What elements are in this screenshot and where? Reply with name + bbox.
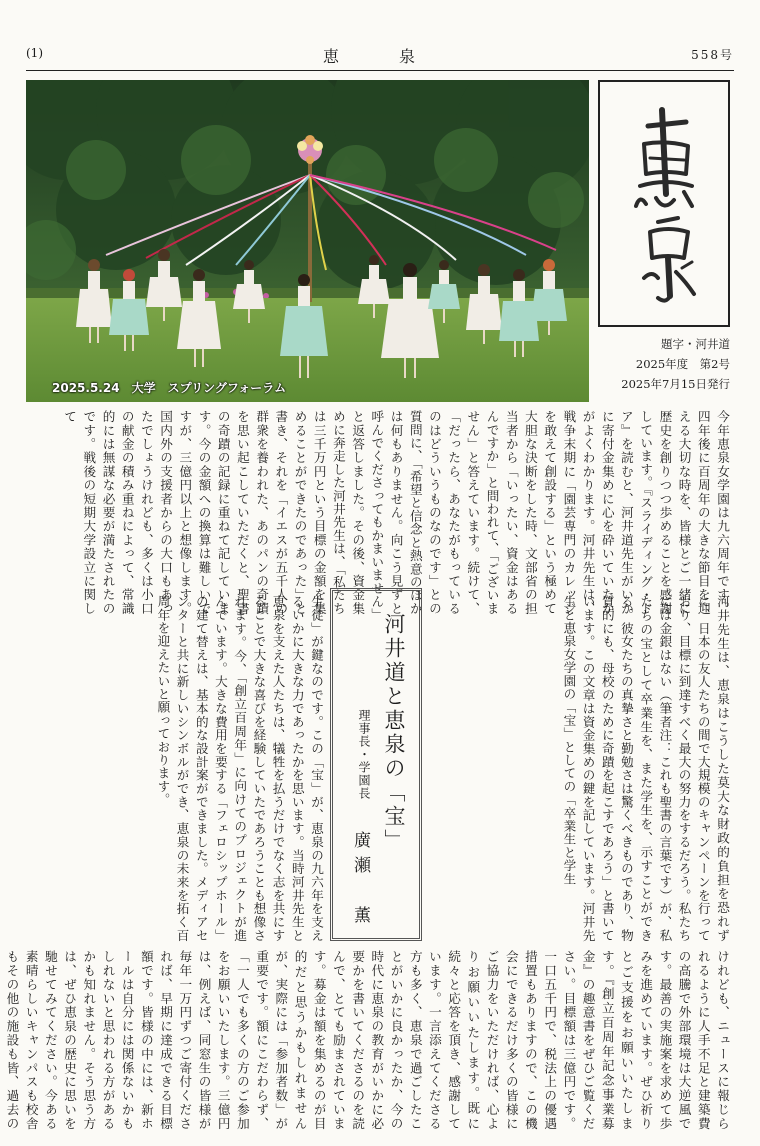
article-column-middle-left: 生徒」が鍵なのです。この「宝」が、恵泉の九六年を支えるいかに大きな力であったかを思います。当時河井先生と恵泉を支えた人たちは、犠牲を払うだけでなく志を共にすることで大きな喜びを経験していたであろうことも想像されます。今、「創立百周年」に向けてのプロジェクトが進んでいます。大きな費用を要する「フェロシップホール」の建て替えは、基本的な設計案ができました。メディアセンターと共に新しいシンボルができ、恵泉の未来を拓く百周年を迎えたいと願っております。 (155, 595, 324, 942)
calligraphy-frame (598, 80, 730, 327)
maypole-photo (26, 80, 589, 402)
issue-number: 558号 (691, 48, 734, 62)
fiscal-year-issue: 2025年度 第2号 (635, 357, 730, 371)
article-title-box (330, 588, 422, 941)
author-role: 理事長・学園長 (357, 709, 371, 800)
article-column-lower: けれども、ニュースに報じられるように人手不足と建築費の高騰で外部環境は大逆風です。最善の実施案を求めて歩みを進めています。ぜひ祈りとご支援をお願いいたします。『創立百周年記念事業募金』の趣意書をぜひご覧ください。目標額は三億円です。一口五千円で、税法上の優遇措置もありますので、この機会にできるだけ多くの皆様にご協力をいただければ、心よりお願いいたします。既に続々と応答を頂き、感謝しています。一言添えてくださる方も多く、恵泉で過ごしたことがいかに良かったか、今の時代に恵泉の教育がいかに必要かを書いてくださるのを読んで、とても励まされています。募金は額を集めるのが目的だと思うかもしれませんが、実際には「参加者数」が重要です。額にこだわらず、「一人でも多くの方のご参加をお願いいたします。三億円は、例えば、同窓生の皆様が毎年一万円ずつご寄付くだされば、早期に達成できる目標額です。皆様の中には、新ホールは自分には関係ないかもしれないと思われる方があるかも知れません。そう思う方は、ぜひ恵泉の歴史に思いを馳せてみてください。今ある素晴らしいキャンパスも校舎もその他の施設も皆、過去の (4, 950, 730, 1130)
photo-caption: 2025.5.24 大学 スプリングフォーラム (52, 381, 287, 395)
header-rule (26, 70, 734, 71)
article-column-middle-right: 河井先生は、恵泉はこうした莫大な財政的負担を恐れずに、日本の友人たちの間で大規模のキャンペーンを行っており、目標に到達すべく最大の努力をするだろう。私たちには金銀はない（筆者注：これも聖書の言葉です）が、私たちの宝として卒業生を、また学生を、示すことができる。彼女たちの真摯さと勤勉さは驚くべきものであり、物質的にも、母校のために奇蹟を起こすであろう」と書いています。この文章は資金集めの鍵を記しています。河井先生と恵泉女学園の「宝」としての「卒業生と学生 (561, 595, 730, 942)
calligraphy-logo (600, 82, 728, 325)
newspaper-title: 恵 泉 (322, 47, 437, 66)
article-title: 河井道と恵泉の「宝」 (382, 613, 406, 853)
page-number: (1) (26, 46, 43, 60)
calligrapher-credit: 題字・河井道 (661, 337, 730, 351)
page-header (26, 44, 734, 66)
article-column-upper: 今年恵泉女学園は九六周年です。四年後に百周年の大きな節目を迎える大切な時を、皆様とご一緒に歴史を創りつつ歩めることを感謝しています。『スライディング・ドア』を読むと、河井道先生がいかに寄付金集めに心を砕いていたかがよくわかります。河井先生は、戦争末期に「園芸専門のカレッジを敢えて創設する」という極めて大胆な決断をした時、文部省の担当者から「いったい、資金はあるんですか」と問われて、「ございません」と答えています。続けて、「だったら、あなたがもっているのはどういうものなのです」との質問に、「希望と信念と熱意のほかは何もありません。向こう見ずと呼んでくださってもかまいません」と返答しました。その後、資金集めに奔走した河井先生は、「私たちは三千万円という目標の金額を集めることができたのであった」と書き、それを「イエスが五千人の群衆を養われた、あのパンの奇蹟を思い起こしていただくと、聖書の奇蹟の記録に重ねて記しています。今の金額への換算は難しいですが、三億円以上と想像します。国内外の支援者からの大口もあったでしょうけれども、多くは小口の献金の積み重ねによって、常識的には無謀な必要が満たされたのです。戦後の短期大学設立に関して (62, 410, 730, 615)
publication-date: 2025年7月15日発行 (621, 377, 730, 391)
calligraphy-text: 恵泉 (664, 314, 666, 315)
author-name: 廣瀬 薫 (350, 831, 370, 931)
masthead-box (598, 80, 730, 402)
maypole-dance-illustration (26, 80, 589, 402)
masthead-meta (598, 334, 730, 394)
